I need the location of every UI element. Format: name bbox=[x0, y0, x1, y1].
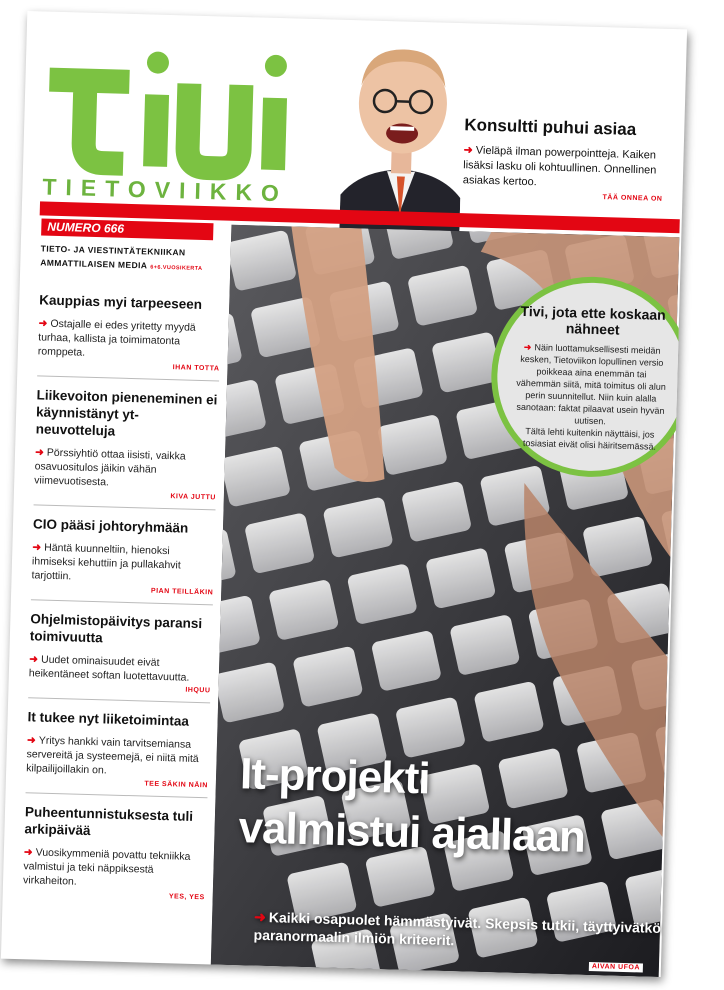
arrow-icon: ➜ bbox=[253, 908, 267, 925]
sidebar-story-text bbox=[26, 733, 209, 780]
main-lead-text: Kaikki osapuolet hämmästyivät. Skepsis tutkii, täyttyivätkö paranormaalin ilmiön kriteerit. bbox=[253, 909, 662, 949]
arrow-icon: ➜ bbox=[523, 341, 532, 353]
top-story-title: Konsultti puhui asiaa bbox=[464, 115, 637, 140]
magazine-cover bbox=[1, 11, 687, 977]
sidebar-story-body: Pörssiyhtiö ottaa iisisti, vaikka osavuositulos jäikin vähän viimevuotisesta. bbox=[34, 446, 186, 489]
bubble-text-2: Tältä lehti kuitenkin näyttäisi, jos tosiasiat eivät olisi häiritsemässä. bbox=[522, 426, 657, 452]
arrow-icon: ➜ bbox=[26, 734, 36, 747]
arrow-icon: ➜ bbox=[32, 541, 42, 554]
sidebar-story-tag: TEE SÄKIN NÄIN bbox=[144, 780, 208, 790]
tivi-logo-mark bbox=[37, 41, 303, 183]
bubble-title: Tivi, jota ette koskaan nähneet bbox=[520, 302, 666, 338]
arrow-icon: ➜ bbox=[29, 653, 39, 666]
sidebar-story bbox=[31, 504, 216, 604]
arrow-icon: ➜ bbox=[23, 846, 33, 859]
sidebar-story-title: Kauppias myi tarpeeseen bbox=[39, 292, 203, 312]
top-story-tag: TÄÄ ONNEA ON bbox=[602, 194, 663, 203]
top-story bbox=[462, 115, 664, 203]
masthead-subtitle: TIETOVIIKKO bbox=[42, 173, 289, 207]
media-description bbox=[40, 241, 221, 276]
sidebar-bubble bbox=[489, 274, 687, 480]
arrow-icon: ➜ bbox=[463, 144, 474, 157]
sidebar-story-text bbox=[38, 316, 221, 363]
sidebar-story-text bbox=[34, 445, 217, 492]
arrow-icon: ➜ bbox=[34, 446, 45, 459]
sidebar-story-tag: KIVA JUTTU bbox=[170, 493, 216, 502]
media-line-2-text: AMMATTILAISEN MEDIA bbox=[40, 257, 148, 271]
sidebar-story-text bbox=[31, 540, 214, 587]
sidebar-story bbox=[22, 792, 207, 909]
sidebar-story-title: Liikevoiton pieneneminen ei käynnistänyt yt-neuvotteluja bbox=[35, 387, 218, 439]
sidebar-stories bbox=[22, 281, 221, 909]
issue-number: NUMERO 666 bbox=[41, 218, 213, 240]
sidebar-story-body: Yritys hankki vain tarvitsemiansa servereitä ja systeemejä, ei niitä mitä kilpailijoillakin on. bbox=[26, 734, 199, 777]
bubble-text bbox=[514, 341, 668, 429]
media-line-1: TIETO- JA VIESTINTÄTEKNIIKAN bbox=[40, 243, 186, 258]
sidebar-story-title: Puheentunnistuksesta tuli arkipäivää bbox=[24, 804, 194, 839]
sidebar-story-text bbox=[23, 845, 206, 892]
keyboard-key bbox=[679, 782, 680, 844]
top-story-text bbox=[463, 143, 664, 194]
main-story-tag: AIVAN UFOA bbox=[589, 962, 643, 973]
sidebar-story-body: Vuosikymmeniä povattu tekniikka valmistui ja teki näppiksestä virkaheiton. bbox=[22, 846, 191, 888]
sidebar-story-title: CIO pääsi johtoryhmään bbox=[32, 516, 189, 536]
top-story-body: Vieläpä ilman powerpointteja. Kaiken lisäksi lasku oli kohtuullinen. Onnellinen asiakas kertoo. bbox=[462, 144, 657, 189]
sidebar-story-tag: IHQUU bbox=[185, 686, 211, 695]
sidebar-story bbox=[37, 281, 222, 380]
sidebar-story-text bbox=[29, 652, 212, 685]
sidebar-story-tag: IHAN TOTTA bbox=[172, 364, 220, 373]
sidebar-story-body: Ostajalle ei edes yritetty myydä turhaa, kallista ja toimimatonta romppeta. bbox=[37, 317, 196, 359]
edition-label: 6+6.VUOSIKERTA bbox=[150, 264, 203, 272]
bubble-text-1: Näin luottamuksellisesti meidän kesken, Tietoviikon lopullinen versio poikkeaa aina enemmän tai vähemmän siitä, mitä toimitus oli alun perin suunnitellut. Niin kuin alalla sanotaan: faktat pilaavat usein hyvän uutisen. bbox=[516, 342, 667, 427]
sidebar-story bbox=[26, 697, 211, 797]
sidebar-story-body: Häntä kuunneltiin, hienoksi ihmiseksi kehuttiin ja pullakahvit tarjottiin. bbox=[31, 541, 181, 583]
headline-line-1: It-projekti bbox=[239, 749, 431, 804]
arrow-icon: ➜ bbox=[38, 317, 48, 330]
sidebar-story-body: Uudet ominaisuudet eivät heikentäneet softan luotettavuutta. bbox=[28, 653, 190, 684]
sidebar-story-title: It tukee nyt liiketoimintaa bbox=[27, 709, 190, 729]
boy-photo bbox=[339, 30, 465, 233]
sidebar-story bbox=[34, 375, 220, 509]
sidebar-story-title: Ohjelmistopäivitys paransi toimivuutta bbox=[29, 611, 203, 646]
sidebar-story bbox=[28, 599, 213, 702]
main-headline bbox=[238, 747, 671, 867]
sidebar-story-tag: YES, YES bbox=[168, 893, 205, 902]
headline-line-2: valmistui ajallaan bbox=[237, 803, 586, 862]
sidebar-story-tag: PIAN TEILLÄKIN bbox=[150, 587, 214, 597]
